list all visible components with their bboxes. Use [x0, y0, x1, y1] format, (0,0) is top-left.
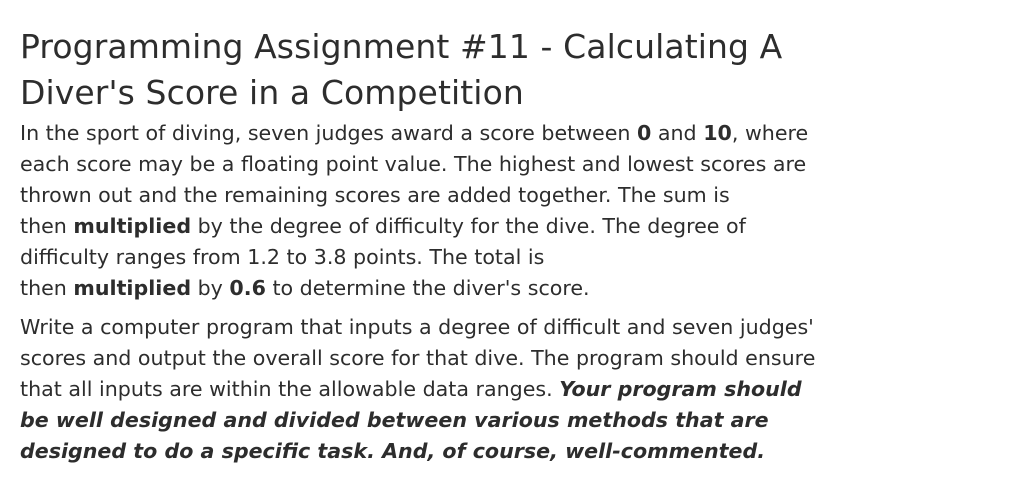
title-line-2: Diver's Score in a Competition [20, 73, 524, 112]
p1-bold-multiplied: multiplied [73, 214, 192, 238]
p1-text: In the sport of diving, seven judges award a score between [20, 121, 637, 145]
p1-bold-zero: 0 [637, 121, 652, 145]
p1-text: thrown out and the remaining scores are added together. The sum is [20, 183, 730, 207]
p1-bold-factor: 0.6 [229, 276, 266, 300]
page-title [20, 24, 1004, 116]
p1-bold-multiplied: multiplied [73, 276, 192, 300]
p1-text: difficulty ranges from 1.2 to 3.8 points. The total is [20, 245, 545, 269]
p1-text: , where [731, 121, 809, 145]
p2-text: that all inputs are within the allowable data ranges. [20, 377, 560, 401]
p2-text: Write a computer program that inputs a degree of difficult and seven judges' [20, 315, 814, 339]
title-line-1: Programming Assignment #11 - Calculating A [20, 27, 783, 66]
p2-emphasis: be well designed and divided between various methods that are [20, 408, 769, 432]
p2-emphasis: Your program should [559, 377, 802, 401]
p1-text: by [191, 276, 230, 300]
p1-text: by the degree of difficulty for the dive. The degree of [191, 214, 746, 238]
p2-emphasis: designed to do a specific task. And, of course, well-commented. [20, 439, 766, 463]
p1-text: each score may be a floating point value. The highest and lowest scores are [20, 152, 807, 176]
p1-text: then [20, 276, 74, 300]
p1-text: to determine the diver's score. [265, 276, 590, 300]
p1-bold-ten: 10 [703, 121, 732, 145]
p2-text: scores and output the overall score for that dive. The program should ensure [20, 346, 816, 370]
description-paragraph [20, 118, 1004, 304]
p1-text: then [20, 214, 74, 238]
p1-text: and [651, 121, 704, 145]
instructions-paragraph [20, 312, 1004, 467]
